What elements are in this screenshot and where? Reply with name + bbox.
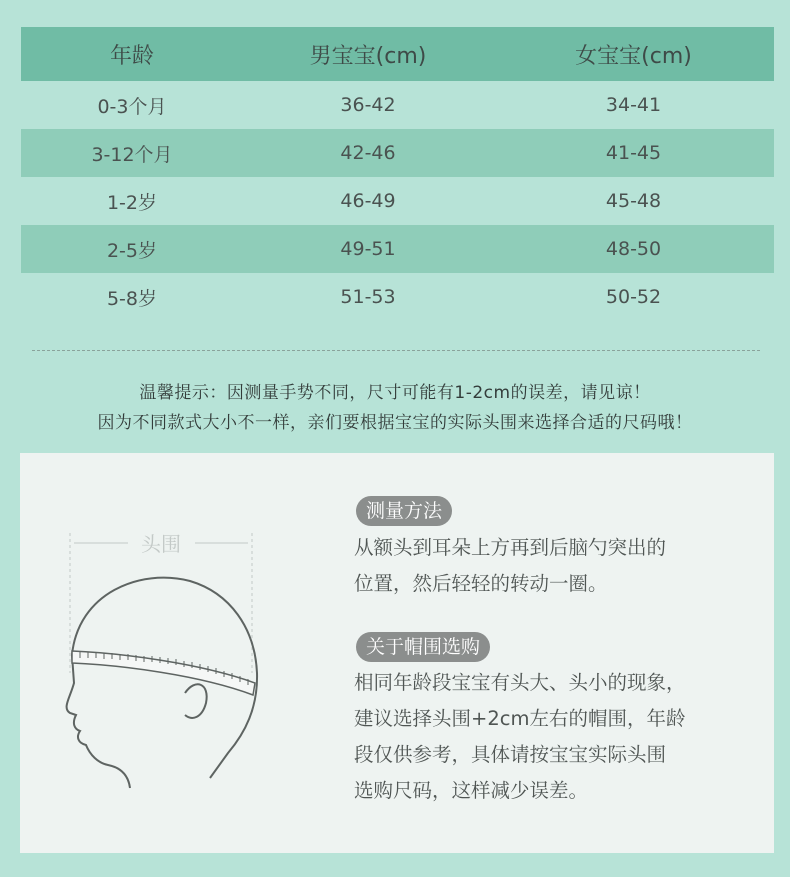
girl-size-cell: 41-45	[605, 142, 662, 164]
purchase-line: 相同年龄段宝宝有头大、头小的现象，	[354, 671, 686, 694]
hat-size-purchase-tag: 关于帽围选购	[356, 632, 490, 662]
measure-method-line: 从额头到耳朵上方再到后脑勺突出的	[354, 536, 667, 559]
girl-size-cell: 48-50	[605, 238, 662, 260]
girl-size-cell: 34-41	[605, 94, 662, 116]
header-boy: 男宝宝(cm)	[309, 43, 427, 69]
table-row	[21, 273, 774, 321]
boy-size-cell: 51-53	[340, 286, 396, 308]
girl-size-cell: 50-52	[605, 286, 662, 308]
table-header-row	[21, 27, 774, 81]
age-cell: 2-5岁	[106, 239, 158, 262]
boy-size-cell: 36-42	[340, 94, 396, 116]
table-row	[21, 225, 774, 273]
measure-method-tag: 测量方法	[356, 496, 452, 526]
table-row	[21, 129, 774, 177]
dashed-divider	[32, 350, 760, 351]
head-measurement-illustration	[60, 523, 270, 793]
purchase-line: 段仅供参考，具体请按宝宝实际头围	[354, 743, 667, 766]
age-cell: 1-2岁	[106, 191, 158, 214]
head-circumference-label: 头围	[141, 532, 181, 556]
age-cell: 0-3个月	[97, 95, 167, 118]
notice-line-2: 因为不同款式大小不一样，亲们要根据宝宝的实际头围来选择合适的尺码哦！	[97, 413, 693, 433]
size-chart-table	[21, 27, 774, 321]
purchase-line: 建议选择头围+2cm左右的帽围，年龄	[354, 707, 686, 730]
age-cell: 5-8岁	[106, 287, 158, 310]
boy-size-cell: 46-49	[340, 190, 396, 212]
table-row	[21, 177, 774, 225]
measurement-guide-panel	[20, 453, 774, 853]
purchase-line: 选购尺码，这样减少误差。	[354, 779, 589, 802]
table-row	[21, 81, 774, 129]
girl-size-cell: 45-48	[605, 190, 662, 212]
boy-size-cell: 42-46	[340, 142, 396, 164]
boy-size-cell: 49-51	[340, 238, 396, 260]
notice-line-1: 温馨提示：因测量手势不同，尺寸可能有1-2cm的误差，请见谅！	[139, 383, 651, 403]
header-age: 年龄	[109, 43, 154, 69]
measure-method-line: 位置，然后轻轻的转动一圈。	[354, 572, 608, 595]
header-girl: 女宝宝(cm)	[575, 43, 692, 69]
hat-size-purchase-text	[354, 665, 754, 809]
measure-method-text	[354, 530, 754, 602]
age-cell: 3-12个月	[91, 143, 173, 166]
